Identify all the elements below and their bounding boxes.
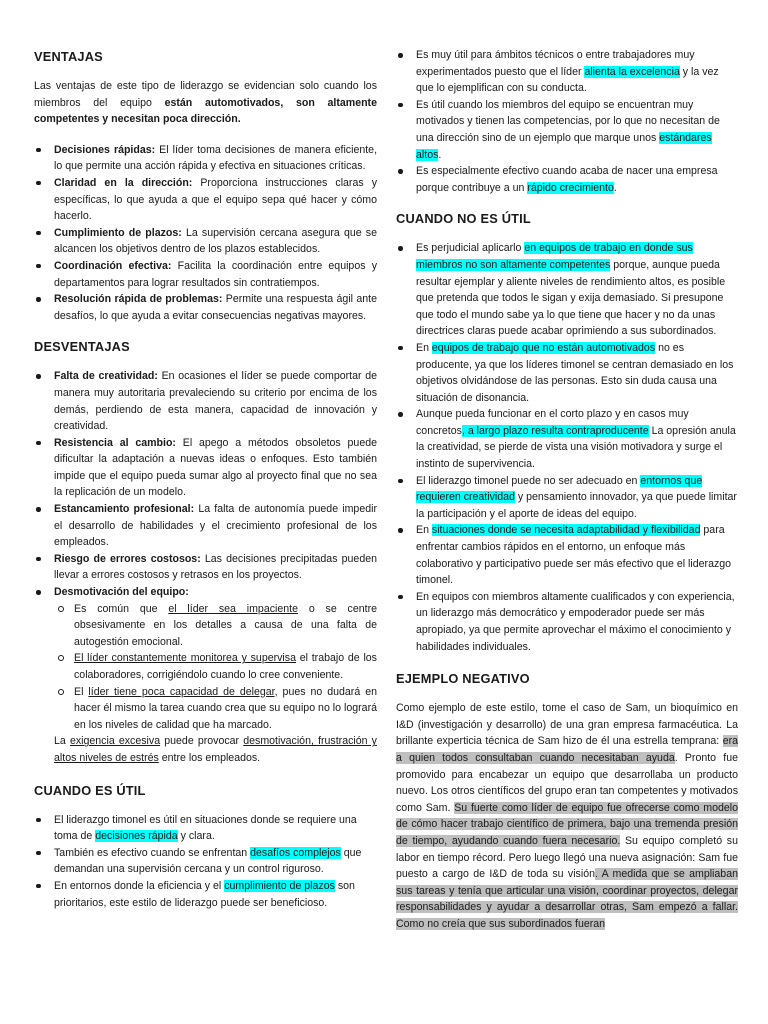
cuando-no-es-util-heading: CUANDO NO ES ÚTIL — [396, 211, 531, 227]
list-item: Es muy útil para ámbitos técnicos o entre trabajadores muy experimentados puesto que el líder alienta la excelencia y la vez que lo ejemplifican con su conducta. — [396, 47, 738, 97]
list-item: Cumplimiento de plazos: La supervisión cercana asegura que se alcancen los objetivos dentro de los plazos establecidos. — [34, 225, 377, 258]
cuando-es-util-list-continued — [396, 47, 738, 196]
list-item: En situaciones donde se necesita adaptabilidad y flexibilidad para enfrentar cambios rápidos en el entorno, un enfoque más colaborativo y participativo puede ser más efectivo que el liderazgo timonel. — [396, 522, 738, 588]
ventajas-list — [34, 142, 377, 325]
list-item: Decisiones rápidas: El líder toma decisiones de manera eficiente, lo que permite una acción rápida y efectiva en situaciones críticas. — [34, 142, 377, 175]
list-item: Es útil cuando los miembros del equipo se encuentran muy motivados y tienen las competencias, por lo que no necesitan de una dirección sino de un ejemplo que marque unos estándares altos. — [396, 97, 738, 163]
list-item: Riesgo de errores costosos: Las decisiones precipitadas pueden llevar a errores costosos y retrasos en los proyectos. — [34, 551, 377, 584]
sub-list-item: El líder tiene poca capacidad de delegar, pues no dudará en hacer él mismo la tarea cuando crea que su equipo no lo logrará en los niveles de calidad que ha marcado. — [58, 684, 377, 734]
list-item: Es perjudicial aplicarlo en equipos de trabajo en donde sus miembros no son altamente competentes porque, aunque pueda resultar ejemplar y aliente niveles de rendimiento altos, es posible que pretenda que todos le sigan y exija demasiado. Si presupone que todo el mundo sabe ya lo que tiene que hacer y no da unas directrices claras puede acabar oprimiendo a sus subordinados. — [396, 240, 738, 340]
sub-list-item: El líder constantemente monitorea y supervisa el trabajo de los colaboradores, corrigiéndolo cuando lo cree conveniente. — [58, 650, 377, 683]
sub-list-item: Es común que el líder sea impaciente o se centre obsesivamente en los detalles a causa de una falta de autogestión emocional. — [58, 601, 377, 651]
list-item: El liderazgo timonel es útil en situaciones donde se requiere una toma de decisiones rápida y clara. — [34, 812, 377, 845]
list-item: En equipos con miembros altamente cualificados y con experiencia, un liderazgo más democrático y empoderador puede ser más apropiado, ya que permite aprovechar el máximo el conocimiento y habilidades individuales. — [396, 589, 738, 655]
list-item: Claridad en la dirección: Proporciona instrucciones claras y específicas, lo que ayuda a que el equipo sepa qué hacer y cómo hacerlo. — [34, 175, 377, 225]
left-column — [34, 0, 377, 911]
desventajas-list — [34, 368, 377, 766]
list-item: Resistencia al cambio: El apego a métodos obsoletos puede dificultar la adaptación a nuevas ideas o enfoques. Esto también impide que el equipo pueda sumar algo al proyecto final que no sea la replicación de un modelo. — [34, 435, 377, 501]
list-item: Es especialmente efectivo cuando acaba de nacer una empresa porque contribuye a un rápido crecimiento. — [396, 163, 738, 196]
list-item: También es efectivo cuando se enfrentan desafíos complejos que demandan una supervisión cercana y un control riguroso. — [34, 845, 377, 878]
desventajas-heading: DESVENTAJAS — [34, 339, 130, 355]
list-item: El liderazgo timonel puede no ser adecuado en entornos que requieren creatividad y pensamiento innovador, ya que puede limitar la participación y el aporte de ideas del equipo. — [396, 473, 738, 523]
ventajas-heading: VENTAJAS — [34, 49, 103, 64]
list-item: Estancamiento profesional: La falta de autonomía puede impedir el desarrollo de habilidades y el crecimiento profesional de los empleados. — [34, 501, 377, 551]
list-item: Falta de creatividad: En ocasiones el líder se puede comportar de manera muy autoritaria prevaleciendo su criterio por encima de los demás, perdiendo de esta manera, capacidad de innovación y creatividad. — [34, 368, 377, 434]
desmotivacion-closing: La exigencia excesiva puede provocar desmotivación, frustración y altos niveles de estrés entre los empleados. — [54, 735, 377, 764]
list-item: Desmotivación del equipo: Es común que el líder sea impaciente o se centre obsesivamente en los detalles a causa de una falta de autogestión emocional. El líder constantemente monitorea y supervisa el trabajo de los colaboradores, corrigiéndolo cuando lo cree conveniente. El líder tiene poca capacidad de delegar, pues no dudará en hacer él mismo la tarea cuando crea que su equipo no lo logrará en los niveles de calidad que ha marcado. La exigencia excesiva puede provocar desmotivación, frustración y altos niveles de estrés entre los empleados. — [34, 584, 377, 767]
cuando-es-util-heading: CUANDO ES ÚTIL — [34, 782, 146, 798]
ventajas-intro: Las ventajas de este tipo de liderazgo se evidencian solo cuando los miembros del equipo están automotivados, son altamente competentes y necesitan poca dirección. — [34, 80, 377, 126]
desmotivacion-sublist — [58, 601, 377, 734]
right-column — [396, 0, 738, 933]
list-item: Aunque pueda funcionar en el corto plazo y en casos muy concretos, a largo plazo resulta contraproducente La opresión anula la creatividad, se pierde de vista una visión motivadora y surge el instinto de supervivencia. — [396, 406, 738, 472]
list-item: En entornos donde la eficiencia y el cumplimiento de plazos son prioritarios, este estilo de liderazgo puede ser beneficioso. — [34, 878, 377, 911]
cuando-es-util-list — [34, 812, 377, 912]
list-item: Resolución rápida de problemas: Permite una respuesta ágil ante desafíos, lo que ayuda a evitar consecuencias negativas mayores. — [34, 291, 377, 324]
list-item: En equipos de trabajo que no están automotivados no es producente, ya que los líderes timonel se centran demasiado en los objetivos olvidándose de las personas. Esto sin duda causa una situación de disonancia. — [396, 340, 738, 406]
list-item: Coordinación efectiva: Facilita la coordinación entre equipos y departamentos para lograr resultados sin contratiempos. — [34, 258, 377, 291]
ejemplo-negativo-heading: EJEMPLO NEGATIVO — [396, 671, 530, 687]
ejemplo-negativo-paragraph: Como ejemplo de este estilo, tome el caso de Sam, un bioquímico en I&D (investigación y desarrollo) de una gran empresa farmacéutica. La brillante experticia técnica de Sam hizo de él una estrella temprana: era a quien todos consultaban cuando necesitaban ayuda. Pronto fue promovido para encabezar un equipo que desarrollaba un producto nuevo. Los otros científicos del grupo eran tan competentes y motivados como Sam. Su fuerte como líder de equipo fue ofrecerse como modelo de cómo hacer trabajo científico de primera, bajo una tremenda presión de tiempo, ayudando cuando fuera necesario. Su equipo completó su labor en tiempo récord. Pero luego llegó una nueva asignación: Sam fue puesto a cargo de I&D de toda su visión. A medida que se ampliaban sus tareas y tenía que articular una visión, coordinar proyectos, delegar responsabilidades y ayudar a desarrollar otras, Sam empezó a fallar. Como no creía que sus subordinados fueran — [396, 702, 739, 930]
cuando-no-es-util-list — [396, 240, 738, 655]
